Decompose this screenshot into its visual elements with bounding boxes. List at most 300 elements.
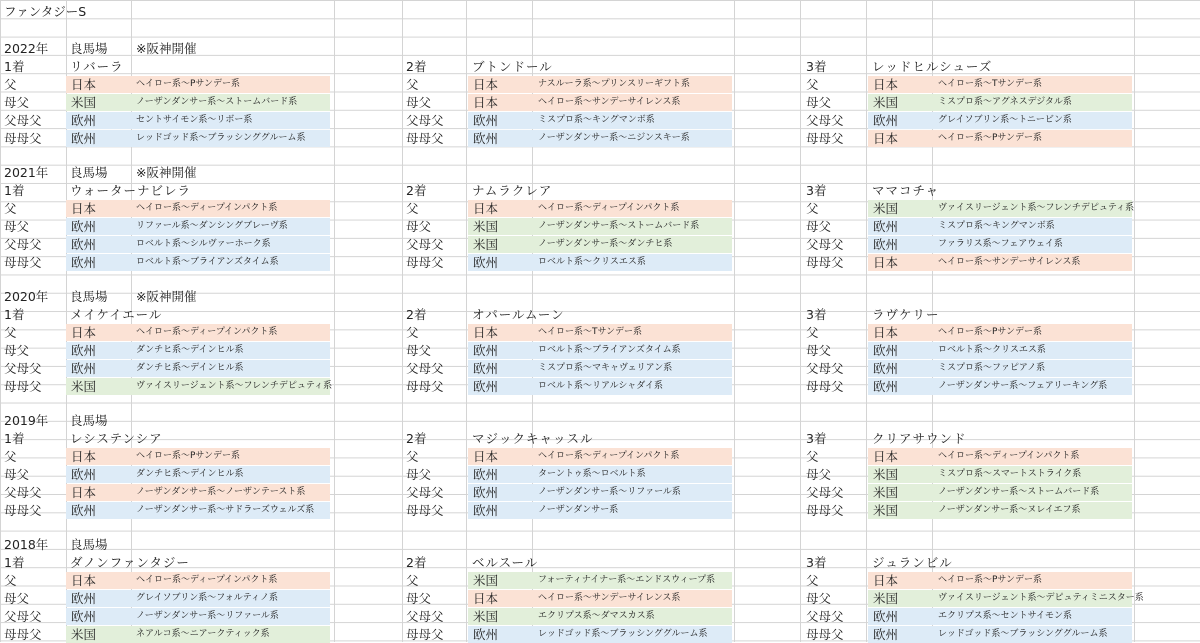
- region-label: 欧州: [71, 609, 97, 624]
- relation-label: 母父: [406, 467, 432, 482]
- sire-line: ダンチヒ系〜デインヒル系: [136, 345, 244, 355]
- pedigree-row: [0, 342, 400, 359]
- relation-label: 父母父: [4, 237, 42, 252]
- horse-name[interactable]: ブトンドール: [472, 59, 553, 74]
- pedigree-cell[interactable]: [868, 484, 1132, 501]
- relation-label: 父: [4, 449, 17, 464]
- place-label: 3着: [806, 59, 827, 74]
- region-label: 欧州: [473, 361, 499, 376]
- sire-line: ヘイロー系〜ディープインパクト系: [136, 203, 278, 213]
- track-condition: 良馬場: [70, 289, 108, 304]
- sire-line: ファラリス系〜フェアウェイ系: [938, 239, 1063, 249]
- horse-name[interactable]: クリアサウンド: [872, 431, 967, 446]
- sire-line: ロベルト系〜クリスエス系: [538, 257, 646, 267]
- region-label: 欧州: [71, 237, 97, 252]
- region-label: 日本: [71, 77, 97, 92]
- sire-line: レッドゴッド系〜ブラッシンググルーム系: [938, 629, 1108, 639]
- pedigree-cell[interactable]: [868, 94, 1132, 111]
- pedigree-row: [402, 572, 802, 589]
- pedigree-cell[interactable]: [468, 608, 732, 625]
- pedigree-row: [0, 200, 400, 217]
- pedigree-cell[interactable]: [868, 502, 1132, 519]
- relation-label: 母母父: [406, 379, 444, 394]
- place-label: 3着: [806, 307, 827, 322]
- sire-line: ミスプロ系〜スマートストライク系: [938, 469, 1082, 479]
- region-label: 米国: [71, 627, 97, 642]
- relation-label: 父母父: [4, 361, 42, 376]
- sire-line: レッドゴッド系〜ブラッシンググルーム系: [136, 133, 306, 143]
- region-label: 米国: [71, 379, 97, 394]
- pedigree-row: [402, 112, 802, 129]
- region-label: 米国: [873, 95, 899, 110]
- sire-line: ダンチヒ系〜デインヒル系: [136, 469, 244, 479]
- sire-line: ダンチヒ系〜デインヒル系: [136, 363, 244, 373]
- region-label: 米国: [873, 201, 899, 216]
- track-condition: 良馬場: [70, 165, 108, 180]
- pedigree-row: [402, 200, 802, 217]
- pedigree-cell[interactable]: [468, 590, 732, 607]
- pedigree-row: [402, 448, 802, 465]
- pedigree-cell[interactable]: [66, 448, 330, 465]
- pedigree-cell[interactable]: [66, 378, 333, 395]
- place-label: 2着: [406, 307, 427, 322]
- pedigree-cell[interactable]: [868, 572, 1132, 589]
- place-header: [0, 430, 400, 447]
- relation-label: 父母父: [406, 609, 444, 624]
- pedigree-row: [802, 200, 1200, 217]
- relation-label: 父: [806, 573, 819, 588]
- pedigree-row: [402, 590, 802, 607]
- pedigree-cell[interactable]: [66, 484, 330, 501]
- region-label: 欧州: [873, 113, 899, 128]
- relation-label: 母父: [806, 591, 832, 606]
- relation-label: 父母父: [4, 113, 42, 128]
- pedigree-cell[interactable]: [868, 378, 1132, 395]
- relation-label: 父母父: [406, 361, 444, 376]
- year-label: 2021年: [4, 165, 49, 180]
- relation-label: 父: [406, 201, 419, 216]
- pedigree-cell[interactable]: [468, 218, 732, 235]
- sire-line: ネアルコ系〜ニアークティック系: [136, 629, 270, 639]
- region-label: 欧州: [473, 627, 499, 642]
- region-label: 日本: [473, 95, 499, 110]
- relation-label: 母母父: [4, 255, 42, 270]
- pedigree-row: [402, 608, 802, 625]
- pedigree-cell[interactable]: [468, 130, 732, 147]
- pedigree-row: [402, 130, 802, 147]
- pedigree-cell[interactable]: [468, 572, 732, 589]
- sire-line: ミスプロ系〜キングマンボ系: [538, 115, 655, 125]
- region-label: 欧州: [873, 237, 899, 252]
- pedigree-cell[interactable]: [66, 112, 330, 129]
- relation-label: 父母父: [406, 113, 444, 128]
- relation-label: 父: [806, 325, 819, 340]
- region-label: 欧州: [873, 609, 899, 624]
- relation-label: 父: [4, 77, 17, 92]
- track-condition: 良馬場: [70, 413, 108, 428]
- pedigree-row: [0, 590, 400, 607]
- pedigree-row: [0, 94, 400, 111]
- relation-label: 父母父: [4, 485, 42, 500]
- pedigree-row: [0, 608, 400, 625]
- pedigree-row: [802, 112, 1200, 129]
- region-label: 日本: [473, 591, 499, 606]
- region-label: 日本: [873, 255, 899, 270]
- pedigree-cell[interactable]: [66, 466, 330, 483]
- place-label: 2着: [406, 431, 427, 446]
- region-label: 米国: [473, 609, 499, 624]
- pedigree-cell[interactable]: [868, 342, 1132, 359]
- year-label: 2019年: [4, 413, 49, 428]
- pedigree-row: [402, 342, 802, 359]
- pedigree-cell[interactable]: [66, 76, 330, 93]
- pedigree-row: [802, 94, 1200, 111]
- region-label: 欧州: [873, 361, 899, 376]
- pedigree-cell[interactable]: [868, 130, 1132, 147]
- pedigree-cell[interactable]: [468, 112, 732, 129]
- relation-label: 母父: [406, 343, 432, 358]
- venue-note: ※阪神開催: [136, 165, 197, 180]
- horse-name[interactable]: マジックキャッスル: [472, 431, 594, 446]
- pedigree-cell[interactable]: [66, 626, 330, 643]
- horse-name[interactable]: オパールムーン: [472, 307, 565, 322]
- sire-line: ナスルーラ系〜プリンスリーギフト系: [538, 79, 691, 89]
- pedigree-row: [0, 324, 400, 341]
- pedigree-row: [402, 484, 802, 501]
- horse-name[interactable]: レッドヒルシューズ: [872, 59, 993, 74]
- place-label: 3着: [806, 431, 827, 446]
- horse-name[interactable]: ラヴケリー: [872, 307, 940, 322]
- region-label: 欧州: [473, 503, 499, 518]
- pedigree-cell[interactable]: [868, 236, 1132, 253]
- place-header: [402, 554, 802, 571]
- pedigree-cell[interactable]: [868, 218, 1132, 235]
- year-label: 2020年: [4, 289, 49, 304]
- sire-line: レッドゴッド系〜ブラッシンググルーム系: [538, 629, 708, 639]
- relation-label: 母母父: [806, 503, 844, 518]
- sire-line: ヘイロー系〜ディープインパクト系: [136, 575, 278, 585]
- sire-line: ミスプロ系〜キングマンボ系: [938, 221, 1055, 231]
- region-label: 欧州: [71, 113, 97, 128]
- region-label: 欧州: [71, 131, 97, 146]
- region-label: 欧州: [71, 467, 97, 482]
- horse-name[interactable]: ママコチャ: [872, 183, 940, 198]
- place-label: 1着: [4, 59, 25, 74]
- relation-label: 父: [806, 449, 819, 464]
- place-label: 1着: [4, 307, 25, 322]
- relation-label: 父: [406, 573, 419, 588]
- relation-label: 母父: [4, 219, 30, 234]
- sire-line: ミスプロ系〜ファピアノ系: [938, 363, 1046, 373]
- pedigree-cell[interactable]: [468, 76, 732, 93]
- pedigree-cell[interactable]: [468, 626, 732, 643]
- relation-label: 父母父: [4, 609, 42, 624]
- horse-name[interactable]: ウォーターナビレラ: [70, 183, 192, 198]
- region-label: 米国: [873, 503, 899, 518]
- pedigree-cell[interactable]: [468, 236, 732, 253]
- horse-name[interactable]: ナムラクレア: [472, 183, 553, 198]
- pedigree-row: [0, 572, 400, 589]
- relation-label: 母母父: [4, 627, 42, 642]
- sire-line: リファール系〜ダンシングブレーヴ系: [136, 221, 288, 231]
- pedigree-cell[interactable]: [468, 484, 732, 501]
- pedigree-cell[interactable]: [468, 466, 732, 483]
- pedigree-cell[interactable]: [868, 200, 1135, 217]
- pedigree-cell[interactable]: [66, 502, 330, 519]
- pedigree-row: [402, 254, 802, 271]
- relation-label: 母母父: [406, 131, 444, 146]
- region-label: 欧州: [473, 131, 499, 146]
- pedigree-cell[interactable]: [66, 608, 330, 625]
- region-label: 日本: [71, 485, 97, 500]
- pedigree-row: [802, 484, 1200, 501]
- relation-label: 母母父: [4, 379, 42, 394]
- sire-line: エクリプス系〜ダマスカス系: [538, 611, 655, 621]
- place-header: [802, 306, 1200, 323]
- horse-name[interactable]: リバーラ: [70, 59, 124, 74]
- place-header: [402, 306, 802, 323]
- sire-line: ヘイロー系〜ディープインパクト系: [938, 451, 1080, 461]
- region-label: 米国: [473, 237, 499, 252]
- pedigree-row: [0, 466, 400, 483]
- region-label: 欧州: [873, 219, 899, 234]
- region-label: 欧州: [473, 379, 499, 394]
- pedigree-row: [0, 360, 400, 377]
- horse-name[interactable]: ダノンファンタジー: [70, 555, 190, 570]
- horse-name[interactable]: メイケイエール: [70, 307, 163, 322]
- region-label: 日本: [71, 449, 97, 464]
- pedigree-row: [0, 236, 400, 253]
- pedigree-cell[interactable]: [66, 254, 330, 271]
- horse-name[interactable]: ベルスール: [472, 555, 539, 570]
- relation-label: 父母父: [806, 609, 844, 624]
- pedigree-row: [802, 342, 1200, 359]
- pedigree-cell[interactable]: [66, 342, 330, 359]
- pedigree-cell[interactable]: [66, 360, 330, 377]
- place-header: [0, 554, 400, 571]
- sire-line: ノーザンダンサー系〜フェアリーキング系: [938, 381, 1108, 391]
- relation-label: 母父: [4, 343, 30, 358]
- sire-line: ヴァイスリージェント系〜デピュティミニスター系: [938, 593, 1144, 603]
- sire-line: ノーザンダンサー系〜ヌレイエフ系: [938, 505, 1081, 515]
- year-label: 2022年: [4, 41, 49, 56]
- pedigree-cell[interactable]: [66, 236, 330, 253]
- pedigree-cell[interactable]: [868, 466, 1132, 483]
- pedigree-row: [402, 466, 802, 483]
- region-label: 米国: [473, 219, 499, 234]
- relation-label: 母母父: [4, 131, 42, 146]
- pedigree-cell[interactable]: [468, 254, 732, 271]
- sire-line: ヘイロー系〜Pサンデー系: [136, 451, 240, 461]
- pedigree-row: [0, 378, 400, 395]
- pedigree-cell[interactable]: [868, 112, 1132, 129]
- region-label: 欧州: [873, 379, 899, 394]
- place-label: 2着: [406, 59, 427, 74]
- region-label: 欧州: [71, 219, 97, 234]
- pedigree-cell[interactable]: [868, 360, 1132, 377]
- pedigree-row: [802, 608, 1200, 625]
- horse-name[interactable]: レシステンシア: [70, 431, 163, 446]
- pedigree-row: [0, 76, 400, 93]
- relation-label: 母父: [406, 219, 432, 234]
- horse-name[interactable]: ジュランビル: [872, 555, 953, 570]
- region-label: 日本: [71, 325, 97, 340]
- pedigree-cell[interactable]: [66, 218, 330, 235]
- pedigree-cell[interactable]: [66, 590, 330, 607]
- relation-label: 父母父: [406, 237, 444, 252]
- pedigree-cell[interactable]: [868, 324, 1132, 341]
- sire-line: ノーザンダンサー系〜リファール系: [538, 487, 681, 497]
- sire-line: ヘイロー系〜サンデーサイレンス系: [938, 257, 1081, 267]
- place-header: [802, 430, 1200, 447]
- relation-label: 父: [806, 77, 819, 92]
- pedigree-cell[interactable]: [468, 94, 732, 111]
- sire-line: ターントゥ系〜ロベルト系: [538, 469, 646, 479]
- relation-label: 母父: [4, 591, 30, 606]
- sire-line: ノーザンダンサー系〜リファール系: [136, 611, 279, 621]
- pedigree-cell[interactable]: [868, 608, 1132, 625]
- pedigree-cell[interactable]: [66, 94, 330, 111]
- pedigree-cell[interactable]: [66, 572, 330, 589]
- relation-label: 父母父: [406, 485, 444, 500]
- pedigree-row: [0, 130, 400, 147]
- pedigree-row: [402, 626, 802, 643]
- place-label: 1着: [4, 555, 25, 570]
- sire-line: ロベルト系〜ブライアンズタイム系: [538, 345, 681, 355]
- sire-line: グレイソブリン系〜トニービン系: [938, 115, 1072, 125]
- pedigree-cell[interactable]: [468, 200, 732, 217]
- pedigree-cell[interactable]: [868, 448, 1132, 465]
- pedigree-row: [802, 448, 1200, 465]
- relation-label: 母父: [806, 343, 832, 358]
- place-label: 2着: [406, 183, 427, 198]
- sire-line: ヘイロー系〜サンデーサイレンス系: [538, 97, 681, 107]
- relation-label: 父: [806, 201, 819, 216]
- pedigree-row: [802, 378, 1200, 395]
- pedigree-cell[interactable]: [66, 324, 330, 341]
- region-label: 日本: [473, 77, 499, 92]
- relation-label: 母父: [406, 95, 432, 110]
- region-label: 欧州: [71, 591, 97, 606]
- sire-line: ヴァイスリージェント系〜フレンチデピュティ系: [136, 381, 333, 391]
- region-label: 日本: [873, 77, 899, 92]
- pedigree-row: [402, 94, 802, 111]
- pedigree-row: [0, 484, 400, 501]
- region-label: 欧州: [71, 343, 97, 358]
- relation-label: 母父: [806, 95, 832, 110]
- relation-label: 母父: [4, 467, 30, 482]
- pedigree-row: [802, 626, 1200, 643]
- pedigree-cell[interactable]: [468, 502, 732, 519]
- pedigree-row: [802, 360, 1200, 377]
- place-header: [0, 58, 400, 75]
- relation-label: 母母父: [806, 131, 844, 146]
- place-header: [802, 182, 1200, 199]
- region-label: 欧州: [473, 467, 499, 482]
- region-label: 日本: [71, 201, 97, 216]
- place-header: [402, 58, 802, 75]
- relation-label: 母母父: [806, 379, 844, 394]
- pedigree-cell[interactable]: [868, 590, 1144, 607]
- relation-label: 父: [406, 325, 419, 340]
- sire-line: ヘイロー系〜Tサンデー系: [938, 79, 1043, 89]
- pedigree-row: [0, 218, 400, 235]
- pedigree-cell[interactable]: [468, 378, 732, 395]
- pedigree-cell[interactable]: [468, 360, 732, 377]
- region-label: 米国: [71, 95, 97, 110]
- pedigree-cell[interactable]: [868, 254, 1132, 271]
- relation-label: 父: [4, 201, 17, 216]
- region-label: 米国: [873, 485, 899, 500]
- pedigree-cell[interactable]: [66, 130, 330, 147]
- place-header: [402, 430, 802, 447]
- venue-note: ※阪神開催: [136, 289, 197, 304]
- region-label: 欧州: [71, 503, 97, 518]
- pedigree-row: [402, 218, 802, 235]
- sire-line: ノーザンダンサー系〜ストームバード系: [538, 221, 700, 231]
- relation-label: 母父: [806, 219, 832, 234]
- sire-line: ロベルト系〜シルヴァーホーク系: [136, 239, 271, 249]
- place-label: 1着: [4, 431, 25, 446]
- region-label: 欧州: [873, 343, 899, 358]
- sire-line: ヘイロー系〜Tサンデー系: [538, 327, 643, 337]
- relation-label: 母父: [806, 467, 832, 482]
- sire-line: フォーティナイナー系〜エンドスウィープ系: [538, 575, 716, 585]
- sire-line: ノーザンダンサー系〜ノーザンテースト系: [136, 487, 306, 497]
- pedigree-cell[interactable]: [468, 324, 732, 341]
- pedigree-cell[interactable]: [66, 200, 330, 217]
- sire-line: ノーザンダンサー系〜サドラーズウェルズ系: [136, 505, 315, 515]
- place-header: [402, 182, 802, 199]
- region-label: 欧州: [473, 485, 499, 500]
- pedigree-row: [802, 76, 1200, 93]
- relation-label: 父: [406, 77, 419, 92]
- pedigree-row: [802, 236, 1200, 253]
- pedigree-row: [802, 218, 1200, 235]
- sire-line: ヘイロー系〜ディープインパクト系: [136, 327, 278, 337]
- relation-label: 父: [4, 325, 17, 340]
- region-label: 欧州: [473, 255, 499, 270]
- pedigree-row: [402, 236, 802, 253]
- pedigree-cell[interactable]: [868, 76, 1132, 93]
- relation-label: 父: [4, 573, 17, 588]
- relation-label: 母父: [406, 591, 432, 606]
- sire-line: ヘイロー系〜Pサンデー系: [938, 133, 1042, 143]
- region-label: 米国: [873, 467, 899, 482]
- pedigree-row: [802, 590, 1200, 607]
- relation-label: 父: [406, 449, 419, 464]
- sire-line: ヘイロー系〜サンデーサイレンス系: [538, 593, 681, 603]
- pedigree-cell[interactable]: [468, 342, 732, 359]
- pedigree-row: [402, 502, 802, 519]
- place-header: [802, 58, 1200, 75]
- relation-label: 母母父: [806, 255, 844, 270]
- relation-label: 父母父: [806, 237, 844, 252]
- relation-label: 母母父: [406, 503, 444, 518]
- pedigree-row: [0, 112, 400, 129]
- pedigree-row: [802, 130, 1200, 147]
- pedigree-cell[interactable]: [468, 448, 732, 465]
- region-label: 日本: [873, 449, 899, 464]
- pedigree-row: [802, 254, 1200, 271]
- sire-line: セントサイモン系〜リボー系: [136, 115, 253, 125]
- track-condition: 良馬場: [70, 41, 108, 56]
- sire-line: ヴァイスリージェント系〜フレンチデピュティ系: [938, 203, 1135, 213]
- region-label: 欧州: [873, 627, 899, 642]
- sire-line: ロベルト系〜クリスエス系: [938, 345, 1046, 355]
- pedigree-cell[interactable]: [868, 626, 1132, 643]
- place-label: 1着: [4, 183, 25, 198]
